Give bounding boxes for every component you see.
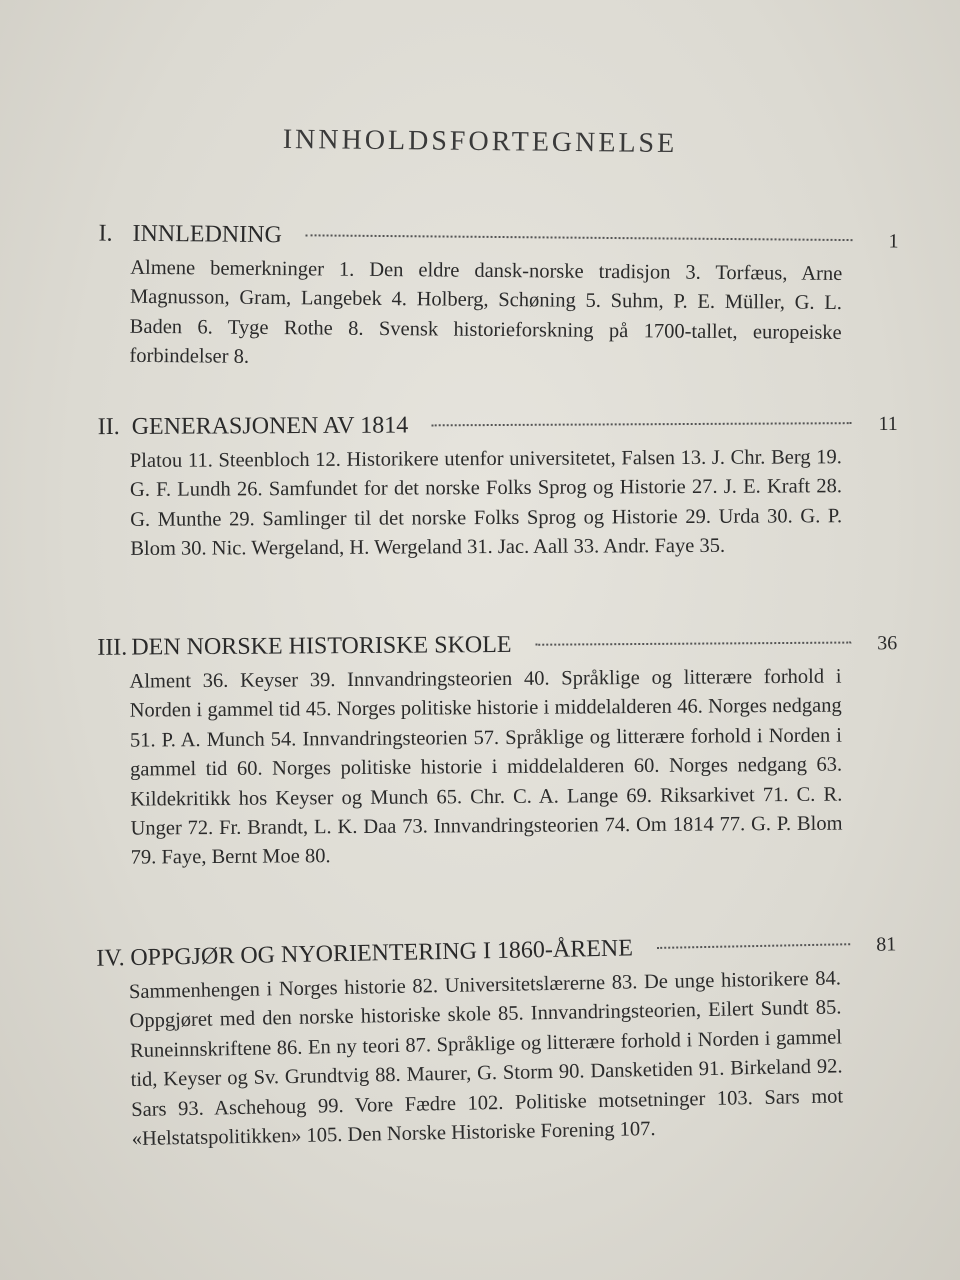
- section-heading: DEN NORSKE HISTORISKE SKOLE: [131, 631, 512, 661]
- section-numeral: IV.: [96, 945, 125, 972]
- dot-leader: [535, 641, 851, 646]
- dot-leader: [432, 421, 852, 426]
- section-heading: INNLEDNING: [132, 220, 282, 249]
- section-numeral: III.: [97, 634, 128, 661]
- section-heading-line: [97, 627, 897, 664]
- toc-section-3: [97, 627, 899, 873]
- section-page-number: 36: [877, 632, 898, 655]
- section-page-number: 11: [878, 412, 898, 436]
- toc-section-4: [96, 928, 900, 1155]
- page-title: INNHOLDSFORTEGNELSE: [282, 123, 678, 160]
- section-heading: GENERASJONEN AV 1814: [131, 412, 409, 440]
- section-page-number: 81: [875, 933, 897, 956]
- section-heading: OPPGJØR OG NYORIENTERING I 1860-ÅRENE: [130, 935, 634, 972]
- dot-leader: [306, 233, 853, 241]
- toc-section-1: [97, 219, 898, 379]
- section-numeral: I.: [98, 220, 113, 247]
- section-entries: Almene bemerkninger 1. Den eldre dansk-norske tradisjon 3. Torfæus, Arne Magnusson, Gram, Langebek 4. Holberg, Schøning 5. Suhm, P. E. Müller, G. L. Baden 6. Tyge Rothe 8. Svensk historieforskning på 1700-tallet, europeiske forbindelser 8.: [129, 256, 843, 369]
- section-entries: Platou 11. Steenbloch 12. Historikere utenfor universitetet, Falsen 13. J. Chr. Berg 19. G. F. Lundh 26. Samfundet for det norske Folks Sprog og Historie 27. J. E. Kraft 28. G. Munthe 29. Samlinger til det norske Folks Sprog og Historie 29. Urda 30. G. P. Blom 30. Nic. Wergeland, H. Wergeland 31. Jac. Aall 33. Andr. Faye 35.: [129, 446, 843, 561]
- toc-section-2: [98, 408, 899, 565]
- section-entries: Alment 36. Keyser 39. Innvandringsteorien 40. Språklige og litterære forhold i Norden i gammel tid 45. Norges politiske historie i middelalderen 46. Norges nedgang 51. P. A. Munch 54. Innvandringsteorien 57. Språklige og litterære forhold i Norden i gammel tid 60. Norges politiske historie i middelalderen 60. Norges nedgang 63. Kildekritikk hos Keyser og Munch 65. Chr. C. A. Lange 69. Riksarkivet 71. C. R. Unger 72. Fr. Brandt, L. K. Daa 73. Innvandringsteorien 74. Om 1814 77. G. P. Blom 79. Faye, Bernt Moe 80.: [129, 665, 843, 870]
- section-entries: Sammenhengen i Norges historie 82. Universitetslærerne 83. De unge historikere 84. Oppgjøret med den norske historiske skole 85. Innvandringsteorien, Eilert Sundt 85. Runeinnskriftene 86. En ny teori 87. Språklige og litterære forhold i Norden i gammel tid, Keyser og Sv. Grundtvig 88. Maurer, G. Storm 90. Dansketiden 91. Birkeland 92. Sars 93. Aschehoug 99. Vore Fædre 102. Politiske motsetninger 103. Sars mot «Helstatspolitikken» 105. Den Norske Historiske Forening 107.: [128, 967, 844, 1151]
- section-heading-line: [98, 219, 898, 257]
- section-heading-line: [98, 408, 898, 443]
- section-numeral: II.: [97, 413, 120, 441]
- dot-leader: [657, 942, 850, 949]
- section-page-number: 1: [888, 230, 899, 253]
